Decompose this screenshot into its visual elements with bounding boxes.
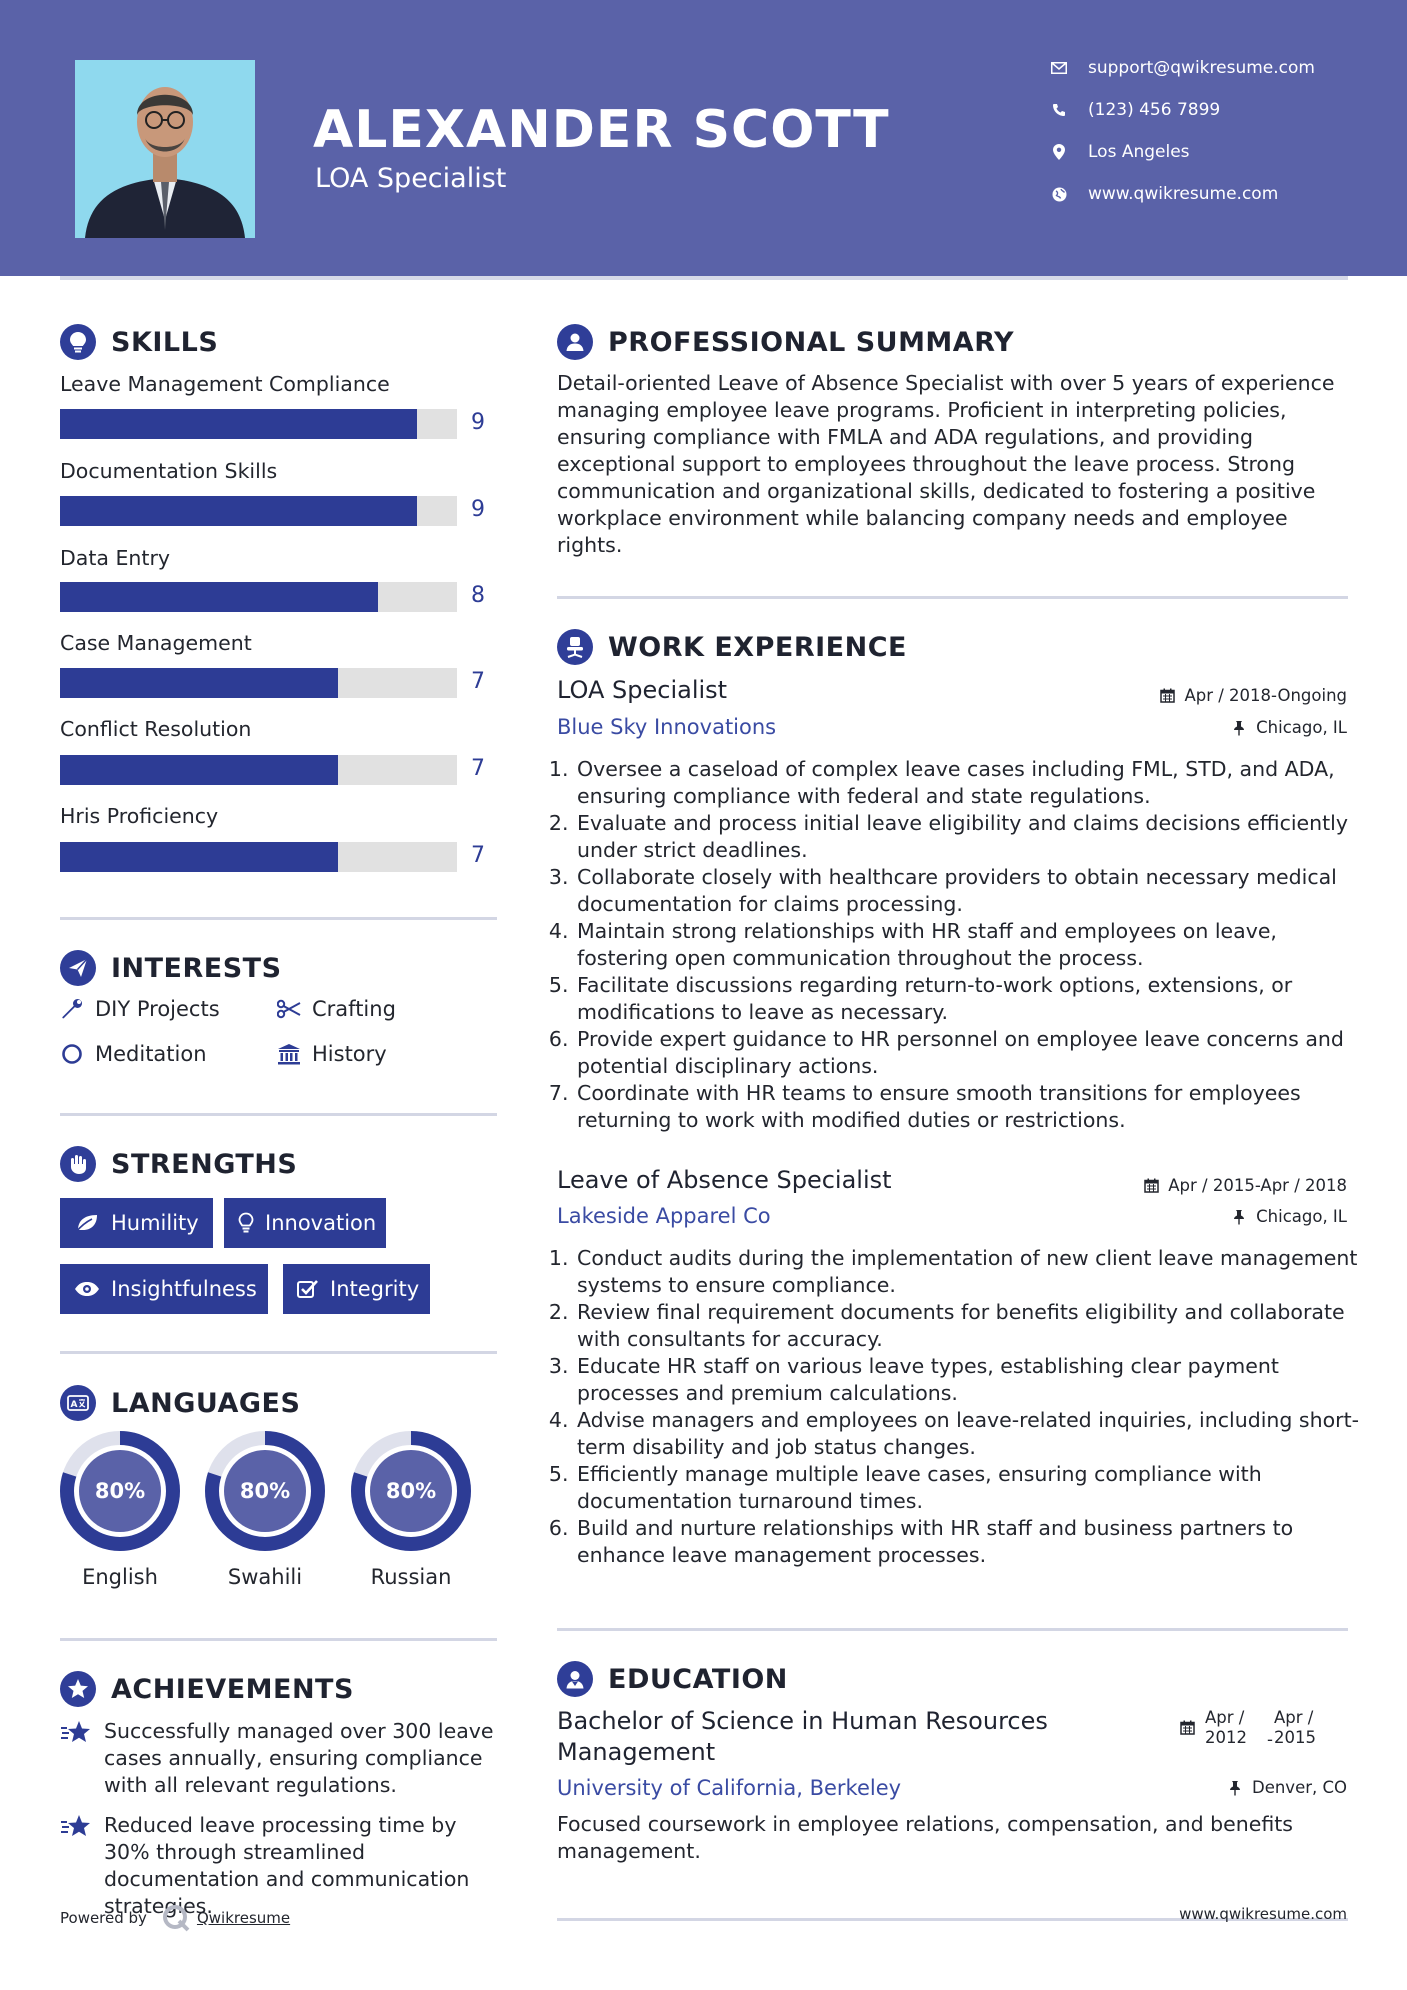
skill-value: 9 bbox=[471, 497, 485, 522]
resume-header bbox=[0, 0, 1407, 276]
education-end bbox=[1274, 1708, 1316, 1750]
interest-item bbox=[277, 997, 396, 1021]
duty-item: 2. Review final requirement documents for benefits eligibility and collaborate with consultants for accuracy. bbox=[575, 1299, 1365, 1353]
qwikresume-brand-link[interactable]: Qwikresume bbox=[196, 1909, 291, 1927]
envelope-icon bbox=[1050, 59, 1068, 77]
skill-bar bbox=[60, 842, 457, 872]
candidate-name: ALEXANDER SCOTT bbox=[313, 100, 890, 160]
hand-icon bbox=[60, 1146, 96, 1182]
skill-bar bbox=[60, 755, 457, 785]
skill-value: 8 bbox=[471, 583, 485, 608]
section-divider bbox=[557, 596, 1348, 599]
job-duties-list bbox=[557, 1245, 1365, 1569]
star-icon bbox=[60, 1719, 92, 1747]
school-name: University of California, Berkeley bbox=[557, 1776, 902, 1800]
language-percent: 80% bbox=[239, 1479, 291, 1503]
skill-value: 9 bbox=[471, 410, 485, 435]
contact-website-text: www.qwikresume.com bbox=[1088, 184, 1279, 204]
qwikresume-logo-icon bbox=[161, 1903, 191, 1933]
experience-heading bbox=[557, 629, 907, 665]
graduate-icon bbox=[557, 1661, 593, 1697]
strength-label: Innovation bbox=[265, 1211, 377, 1235]
interest-label: Meditation bbox=[95, 1042, 207, 1066]
duty-item: 2. Evaluate and process initial leave eligibility and claims decisions efficiently under strict deadlines. bbox=[575, 810, 1365, 864]
skill-bar bbox=[60, 582, 457, 612]
job-dates-text: Apr / 2018-Ongoing bbox=[1184, 686, 1347, 705]
summary-text: Detail-oriented Leave of Absence Specialist with over 5 years of experience managing employee leave programs. Proficient in interpreting policies, ensuring compliance with FMLA and ADA regulations, and providing exceptional support to employees throughout the leave process. Strong communication and organizational skills, dedicated to fostering a positive workplace environment while balancing company needs and employee rights. bbox=[557, 371, 1335, 557]
contact-phone-text: (123) 456 7899 bbox=[1088, 100, 1221, 120]
job-location-text: Chicago, IL bbox=[1256, 1207, 1347, 1226]
strengths-heading bbox=[60, 1146, 297, 1182]
job-duties-list bbox=[557, 756, 1365, 1134]
education-start-month: Apr / bbox=[1205, 1708, 1245, 1727]
wrench-icon bbox=[60, 997, 84, 1021]
company-name: Lakeside Apparel Co bbox=[557, 1204, 771, 1228]
languages-heading bbox=[60, 1385, 300, 1421]
experience-title: WORK EXPERIENCE bbox=[608, 631, 907, 663]
education-dates bbox=[1180, 1708, 1316, 1750]
job-dates bbox=[1159, 686, 1347, 705]
star-icon bbox=[60, 1813, 92, 1841]
summary-title: PROFESSIONAL SUMMARY bbox=[608, 326, 1015, 358]
paper-plane-icon bbox=[60, 950, 96, 986]
contact-location-text: Los Angeles bbox=[1088, 142, 1190, 162]
job-title: Leave of Absence Specialist bbox=[557, 1166, 892, 1194]
job-location bbox=[1231, 1207, 1347, 1226]
education-start bbox=[1205, 1708, 1247, 1750]
globe-icon bbox=[1050, 185, 1068, 203]
achievement-item: Successfully managed over 300 leave cases annually, ensuring compliance with all relevant regulations. bbox=[104, 1719, 494, 1797]
interest-item bbox=[60, 997, 220, 1021]
skill-bar-fill bbox=[60, 755, 338, 785]
circle-icon bbox=[60, 1042, 84, 1066]
strength-label: Humility bbox=[111, 1211, 199, 1235]
duty-item: 5. Efficiently manage multiple leave cases, ensuring compliance with documentation turnaround times. bbox=[575, 1461, 1365, 1515]
education-start-year: 2012 bbox=[1205, 1728, 1247, 1747]
calendar-icon bbox=[1143, 1178, 1159, 1194]
scissors-icon bbox=[277, 997, 301, 1021]
education-end-year: 2015 bbox=[1273, 1728, 1316, 1747]
degree-name: Bachelor of Science in Human Resources Management bbox=[557, 1707, 1048, 1766]
education-end-month: Apr / bbox=[1273, 1708, 1314, 1727]
user-icon bbox=[557, 324, 593, 360]
map-marker-icon bbox=[1050, 143, 1068, 161]
contact-email-text: support@qwikresume.com bbox=[1088, 58, 1315, 78]
duty-item: 1. Conduct audits during the implementation of new client leave management systems to ensure compliance. bbox=[575, 1245, 1365, 1299]
skill-label: Case Management bbox=[60, 631, 252, 655]
interest-label: Crafting bbox=[312, 997, 396, 1021]
duty-item: 3. Collaborate closely with healthcare providers to obtain necessary medical documentation for claims processing. bbox=[575, 864, 1365, 918]
svg-text:A: A bbox=[70, 1400, 78, 1410]
contact-email[interactable] bbox=[1050, 58, 1315, 78]
language-ring bbox=[350, 1430, 472, 1552]
education-location bbox=[1227, 1778, 1347, 1797]
star-badge-icon bbox=[60, 1671, 96, 1707]
job-location-text: Chicago, IL bbox=[1256, 718, 1347, 737]
language-name: Russian bbox=[370, 1565, 452, 1589]
skill-bar-fill bbox=[60, 668, 338, 698]
education-date-dash: - bbox=[1267, 1730, 1273, 1749]
summary-heading bbox=[557, 324, 1014, 360]
skill-label: Leave Management Compliance bbox=[60, 372, 390, 396]
interests-heading bbox=[60, 950, 282, 986]
powered-by bbox=[60, 1903, 290, 1933]
education-description: Focused coursework in employee relations, compensation, and benefits management. bbox=[557, 1812, 1293, 1863]
strength-label: Integrity bbox=[330, 1277, 420, 1301]
duty-item: 5. Facilitate discussions regarding return-to-work options, extensions, or modifications to leave as necessary. bbox=[575, 972, 1365, 1026]
phone-icon bbox=[1050, 101, 1068, 119]
language-name: Swahili bbox=[227, 1565, 303, 1589]
interest-label: History bbox=[312, 1042, 387, 1066]
header-divider bbox=[60, 276, 1348, 280]
contact-location bbox=[1050, 142, 1190, 162]
museum-icon bbox=[277, 1042, 301, 1066]
skill-bar-fill bbox=[60, 409, 417, 439]
language-icon bbox=[60, 1385, 96, 1421]
strength-chip bbox=[60, 1264, 268, 1314]
skill-label: Data Entry bbox=[60, 546, 171, 570]
language-ring bbox=[204, 1430, 326, 1552]
skill-label: Conflict Resolution bbox=[60, 717, 252, 741]
interest-label: DIY Projects bbox=[95, 997, 220, 1021]
calendar-icon bbox=[1159, 688, 1175, 704]
duty-item: 4. Maintain strong relationships with HR staff and employees on leave, fostering open communication throughout the process. bbox=[575, 918, 1365, 972]
education-title: EDUCATION bbox=[608, 1663, 788, 1695]
checkbox-icon bbox=[297, 1278, 319, 1300]
duty-item: 6. Build and nurture relationships with HR staff and business partners to enhance leave management processes. bbox=[575, 1515, 1365, 1569]
company-name: Blue Sky Innovations bbox=[557, 715, 777, 739]
skill-bar-fill bbox=[60, 496, 417, 526]
interest-item bbox=[277, 1042, 387, 1066]
duty-item: 7. Coordinate with HR teams to ensure smooth transitions for employees returning to work with modified duties or restrictions. bbox=[575, 1080, 1365, 1134]
strength-chip bbox=[224, 1198, 386, 1248]
achievements-title: ACHIEVEMENTS bbox=[111, 1673, 354, 1705]
contact-phone[interactable] bbox=[1050, 100, 1220, 120]
leaf-icon bbox=[74, 1212, 100, 1234]
duty-item: 3. Educate HR staff on various leave types, establishing clear payment processes and premium calculations. bbox=[575, 1353, 1365, 1407]
office-chair-icon bbox=[557, 629, 593, 665]
language-ring bbox=[59, 1430, 181, 1552]
strength-chip bbox=[60, 1198, 213, 1248]
achievement-item: Reduced leave processing time by 30% through streamlined documentation and communication strategies. bbox=[104, 1813, 470, 1918]
calendar-icon bbox=[1180, 1720, 1196, 1736]
lightbulb-icon bbox=[60, 324, 96, 360]
skill-bar bbox=[60, 409, 457, 439]
skills-heading bbox=[60, 324, 218, 360]
strength-label: Insightfulness bbox=[111, 1277, 257, 1301]
strength-chip bbox=[283, 1264, 430, 1314]
profile-photo bbox=[75, 60, 255, 238]
skill-label: Hris Proficiency bbox=[60, 804, 219, 828]
section-divider bbox=[60, 1351, 497, 1354]
pushpin-icon bbox=[1231, 720, 1247, 736]
language-percent: 80% bbox=[94, 1479, 146, 1503]
powered-by-text: Powered by bbox=[60, 1909, 147, 1927]
achievements-heading bbox=[60, 1671, 354, 1707]
candidate-role: LOA Specialist bbox=[315, 163, 507, 194]
skill-value: 7 bbox=[471, 843, 485, 868]
language-name: English bbox=[82, 1565, 158, 1589]
section-divider bbox=[60, 917, 497, 920]
section-divider bbox=[60, 1113, 497, 1116]
strengths-title: STRENGTHS bbox=[111, 1148, 298, 1180]
section-divider bbox=[60, 1638, 497, 1641]
job-location bbox=[1231, 718, 1347, 737]
skills-title: SKILLS bbox=[111, 326, 219, 358]
section-divider bbox=[557, 1628, 1348, 1631]
job-dates bbox=[1143, 1176, 1347, 1195]
duty-item: 1. Oversee a caseload of complex leave cases including FML, STD, and ADA, ensuring compliance with federal and state regulations. bbox=[575, 756, 1365, 810]
job-title: LOA Specialist bbox=[557, 676, 728, 704]
skill-value: 7 bbox=[471, 756, 485, 781]
contact-website[interactable] bbox=[1050, 184, 1278, 204]
language-percent: 80% bbox=[385, 1479, 437, 1503]
education-heading bbox=[557, 1661, 788, 1697]
languages-title: LANGUAGES bbox=[111, 1387, 301, 1419]
skill-bar-fill bbox=[60, 842, 338, 872]
skill-bar bbox=[60, 496, 457, 526]
skill-label: Documentation Skills bbox=[60, 459, 278, 483]
education-location-text: Denver, CO bbox=[1251, 1778, 1347, 1797]
eye-icon bbox=[74, 1278, 100, 1300]
lightbulb-icon bbox=[238, 1212, 254, 1234]
interests-title: INTERESTS bbox=[111, 952, 282, 984]
skill-value: 7 bbox=[471, 669, 485, 694]
interest-item bbox=[60, 1042, 207, 1066]
footer-website-link[interactable]: www.qwikresume.com bbox=[1179, 1905, 1347, 1923]
duty-item: 4. Advise managers and employees on leave-related inquiries, including short-term disability and job status changes. bbox=[575, 1407, 1365, 1461]
skill-bar bbox=[60, 668, 457, 698]
skill-bar-fill bbox=[60, 582, 378, 612]
pushpin-icon bbox=[1227, 1780, 1243, 1796]
duty-item: 6. Provide expert guidance to HR personnel on employee leave concerns and potential disciplinary actions. bbox=[575, 1026, 1365, 1080]
pushpin-icon bbox=[1231, 1209, 1247, 1225]
job-dates-text: Apr / 2015-Apr / 2018 bbox=[1168, 1176, 1347, 1195]
